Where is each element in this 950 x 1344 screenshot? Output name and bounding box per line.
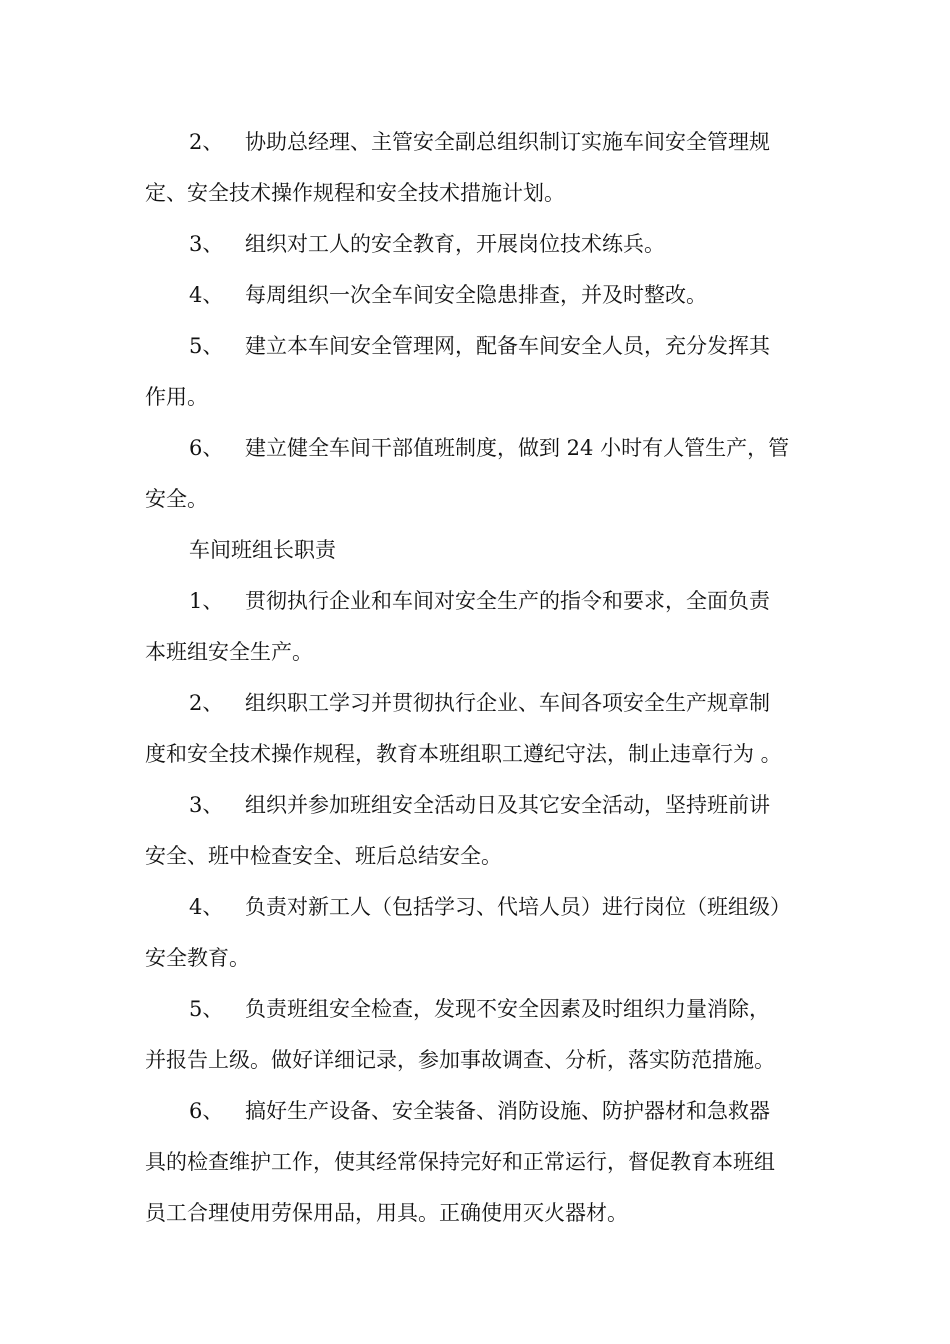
paragraph-text: 建立本车间安全管理网，配备车间安全人员，充分发挥其 xyxy=(245,334,770,358)
item-number: 4、 xyxy=(189,895,224,919)
paragraph-line xyxy=(145,270,807,321)
paragraph-text: 安全、班中检查安全、班后总结安全。 xyxy=(145,844,502,868)
paragraph-line xyxy=(145,372,807,423)
paragraph-text: 组织职工学习并贯彻执行企业、车间各项安全生产规章制 xyxy=(245,691,770,715)
paragraph-text: 组织并参加班组安全活动日及其它安全活动，坚持班前讲 xyxy=(245,793,770,817)
item-number: 5、 xyxy=(189,997,224,1021)
paragraph-line xyxy=(145,168,807,219)
item-number: 1、 xyxy=(189,589,224,613)
section-heading: 车间班组长职责 xyxy=(189,538,336,562)
paragraph-line xyxy=(145,1086,807,1137)
item-number: 6、 xyxy=(189,436,224,460)
item-number: 2、 xyxy=(189,130,224,154)
item-number: 4、 xyxy=(189,283,224,307)
paragraph-text: 安全。 xyxy=(145,487,208,511)
paragraph-line xyxy=(145,729,807,780)
item-number: 6、 xyxy=(189,1099,224,1123)
paragraph-text: 组织对工人的安全教育，开展岗位技术练兵。 xyxy=(245,232,665,256)
paragraph-line xyxy=(145,219,807,270)
paragraph-line xyxy=(145,423,807,474)
paragraph-line xyxy=(145,117,807,168)
paragraph-line xyxy=(145,933,807,984)
paragraph-text: 定、安全技术操作规程和安全技术措施计划。 xyxy=(145,181,565,205)
paragraph-text: 建立健全车间干部值班制度，做到 24 小时有人管生产，管 xyxy=(245,436,790,460)
paragraph-line xyxy=(145,321,807,372)
paragraph-text: 负责班组安全检查，发现不安全因素及时组织力量消除， xyxy=(245,997,770,1021)
paragraph-line xyxy=(145,576,807,627)
item-number: 2、 xyxy=(189,691,224,715)
paragraph-text: 作用。 xyxy=(145,385,208,409)
paragraph-text: 度和安全技术操作规程，教育本班组职工遵纪守法，制止违章行为 。 xyxy=(145,742,782,766)
paragraph-line xyxy=(145,627,807,678)
paragraph-line xyxy=(145,780,807,831)
paragraph-text: 并报告上级。做好详细记录，参加事故调查、分析，落实防范措施。 xyxy=(145,1048,775,1072)
paragraph-line xyxy=(145,1035,807,1086)
item-number: 3、 xyxy=(189,232,224,256)
paragraph-text: 协助总经理、主管安全副总组织制订实施车间安全管理规 xyxy=(245,130,770,154)
paragraph-text: 贯彻执行企业和车间对安全生产的指令和要求，全面负责 xyxy=(245,589,770,613)
paragraph-line xyxy=(145,474,807,525)
paragraph-line xyxy=(145,1137,807,1188)
document-body xyxy=(145,117,807,1239)
paragraph-text: 搞好生产设备、安全装备、消防设施、防护器材和急救器 xyxy=(245,1099,770,1123)
paragraph-text: 具的检查维护工作，使其经常保持完好和正常运行，督促教育本班组 xyxy=(145,1150,775,1174)
paragraph-text: 每周组织一次全车间安全隐患排查，并及时整改。 xyxy=(245,283,707,307)
paragraph-text: 本班组安全生产。 xyxy=(145,640,313,664)
paragraph-text: 负责对新工人（包括学习、代培人员）进行岗位（班组级） xyxy=(245,895,791,919)
paragraph-line xyxy=(145,882,807,933)
paragraph-line xyxy=(145,1188,807,1239)
paragraph-text: 员工合理使用劳保用品，用具。正确使用灭火器材。 xyxy=(145,1201,628,1225)
paragraph-text: 安全教育。 xyxy=(145,946,250,970)
paragraph-line xyxy=(145,984,807,1035)
paragraph-line xyxy=(145,678,807,729)
paragraph-line xyxy=(145,831,807,882)
item-number: 5、 xyxy=(189,334,224,358)
item-number: 3、 xyxy=(189,793,224,817)
